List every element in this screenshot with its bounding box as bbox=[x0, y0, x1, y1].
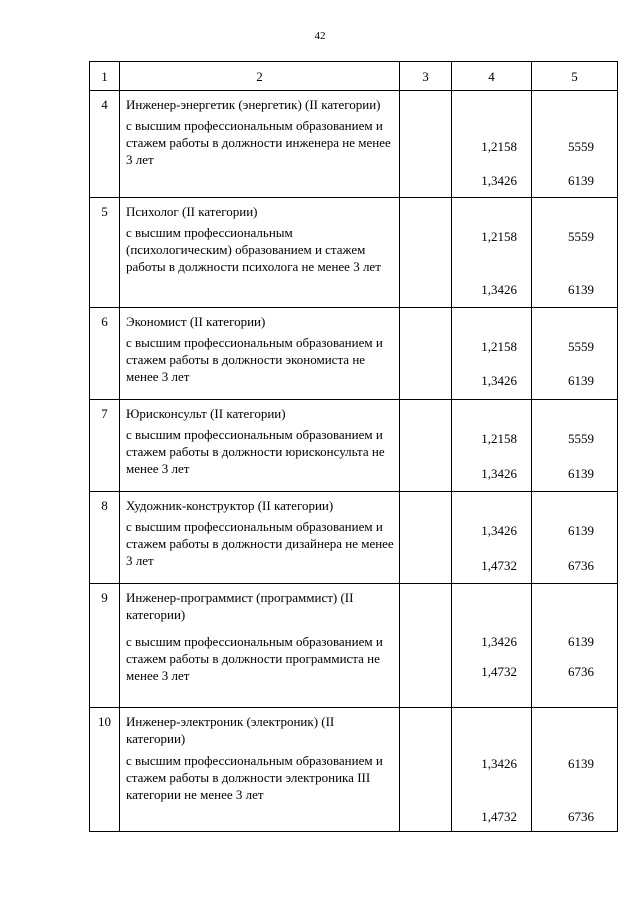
coefficient-max: 1,3426 bbox=[481, 373, 517, 388]
row-number: 9 bbox=[90, 584, 120, 708]
salary-max: 6139 bbox=[568, 173, 594, 188]
header-cell: 2 bbox=[120, 62, 400, 91]
empty-cell bbox=[400, 91, 452, 198]
position-title: Юрисконсульт (II категории) bbox=[126, 406, 286, 421]
empty-cell bbox=[400, 400, 452, 492]
coefficient-min: 1,2158 bbox=[481, 431, 517, 446]
row-number: 10 bbox=[90, 708, 120, 832]
salary-max: 6736 bbox=[568, 809, 594, 824]
coefficient-min: 1,3426 bbox=[481, 756, 517, 771]
empty-cell bbox=[400, 584, 452, 708]
table-row bbox=[90, 492, 618, 584]
coefficient-max: 1,4732 bbox=[481, 558, 517, 573]
table-row bbox=[90, 198, 618, 308]
salary-min: 5559 bbox=[568, 431, 594, 446]
table-header-row bbox=[90, 62, 618, 91]
row-number: 5 bbox=[90, 198, 120, 308]
row-number: 4 bbox=[90, 91, 120, 198]
coefficient-min: 1,2158 bbox=[481, 229, 517, 244]
table-row bbox=[90, 584, 618, 708]
empty-cell bbox=[400, 708, 452, 832]
coefficient-max: 1,3426 bbox=[481, 466, 517, 481]
coefficient-min: 1,3426 bbox=[481, 523, 517, 538]
table-row bbox=[90, 91, 618, 198]
salary-max: 6139 bbox=[568, 466, 594, 481]
header-cell: 3 bbox=[400, 62, 452, 91]
position-requirements: с высшим профессиональным образованием и стажем работы в должности дизайнера не менее 3 лет bbox=[126, 519, 394, 568]
empty-cell bbox=[400, 492, 452, 584]
salary-min: 6139 bbox=[568, 634, 594, 649]
coefficient-min: 1,3426 bbox=[481, 634, 517, 649]
coefficient-max: 1,3426 bbox=[481, 173, 517, 188]
position-requirements: с высшим профессиональным образованием и стажем работы в должности юрисконсульта не менее 3 лет bbox=[126, 427, 385, 476]
salary-max: 6736 bbox=[568, 664, 594, 679]
row-number: 6 bbox=[90, 308, 120, 400]
position-title: Экономист (II категории) bbox=[126, 314, 266, 329]
empty-cell bbox=[400, 308, 452, 400]
position-title: Психолог (II категории) bbox=[126, 204, 258, 219]
empty-cell bbox=[400, 198, 452, 308]
table-row bbox=[90, 400, 618, 492]
salary-min: 6139 bbox=[568, 756, 594, 771]
position-requirements: с высшим профессиональным (психологическим) образованием и стажем работы в должности психолога не менее 3 лет bbox=[126, 225, 381, 274]
position-requirements: с высшим профессиональным образованием и стажем работы в должности экономиста не менее 3 лет bbox=[126, 335, 383, 384]
position-title: Художник-конструктор (II категории) bbox=[126, 498, 334, 513]
position-title: Инженер-энергетик (энергетик) (II категории) bbox=[126, 97, 381, 112]
salary-max: 6139 bbox=[568, 282, 594, 297]
coefficient-max: 1,4732 bbox=[481, 809, 517, 824]
salary-min: 5559 bbox=[568, 139, 594, 154]
coefficient-min: 1,2158 bbox=[481, 139, 517, 154]
page-number: 42 bbox=[314, 30, 326, 42]
header-cell: 5 bbox=[532, 62, 618, 91]
table-row bbox=[90, 708, 618, 832]
position-requirements: с высшим профессиональным образованием и стажем работы в должности инженера не менее 3 лет bbox=[126, 118, 391, 167]
position-title: Инженер-программист (программист) (II категории) bbox=[126, 590, 354, 622]
salary-min: 5559 bbox=[568, 339, 594, 354]
header-cell: 4 bbox=[452, 62, 532, 91]
table-row bbox=[90, 308, 618, 400]
position-requirements: с высшим профессиональным образованием и стажем работы в должности программиста не менее 3 лет bbox=[126, 634, 383, 683]
coefficient-min: 1,2158 bbox=[481, 339, 517, 354]
row-number: 8 bbox=[90, 492, 120, 584]
header-cell: 1 bbox=[90, 62, 120, 91]
coefficient-max: 1,3426 bbox=[481, 282, 517, 297]
salary-min: 6139 bbox=[568, 523, 594, 538]
salary-min: 5559 bbox=[568, 229, 594, 244]
row-number: 7 bbox=[90, 400, 120, 492]
coefficient-max: 1,4732 bbox=[481, 664, 517, 679]
position-requirements: с высшим профессиональным образованием и стажем работы в должности электроника III категории не менее 3 лет bbox=[126, 753, 383, 802]
salary-max: 6736 bbox=[568, 558, 594, 573]
position-title: Инженер-электроник (электроник) (II категории) bbox=[126, 714, 335, 746]
salary-max: 6139 bbox=[568, 373, 594, 388]
salary-table bbox=[89, 61, 618, 832]
